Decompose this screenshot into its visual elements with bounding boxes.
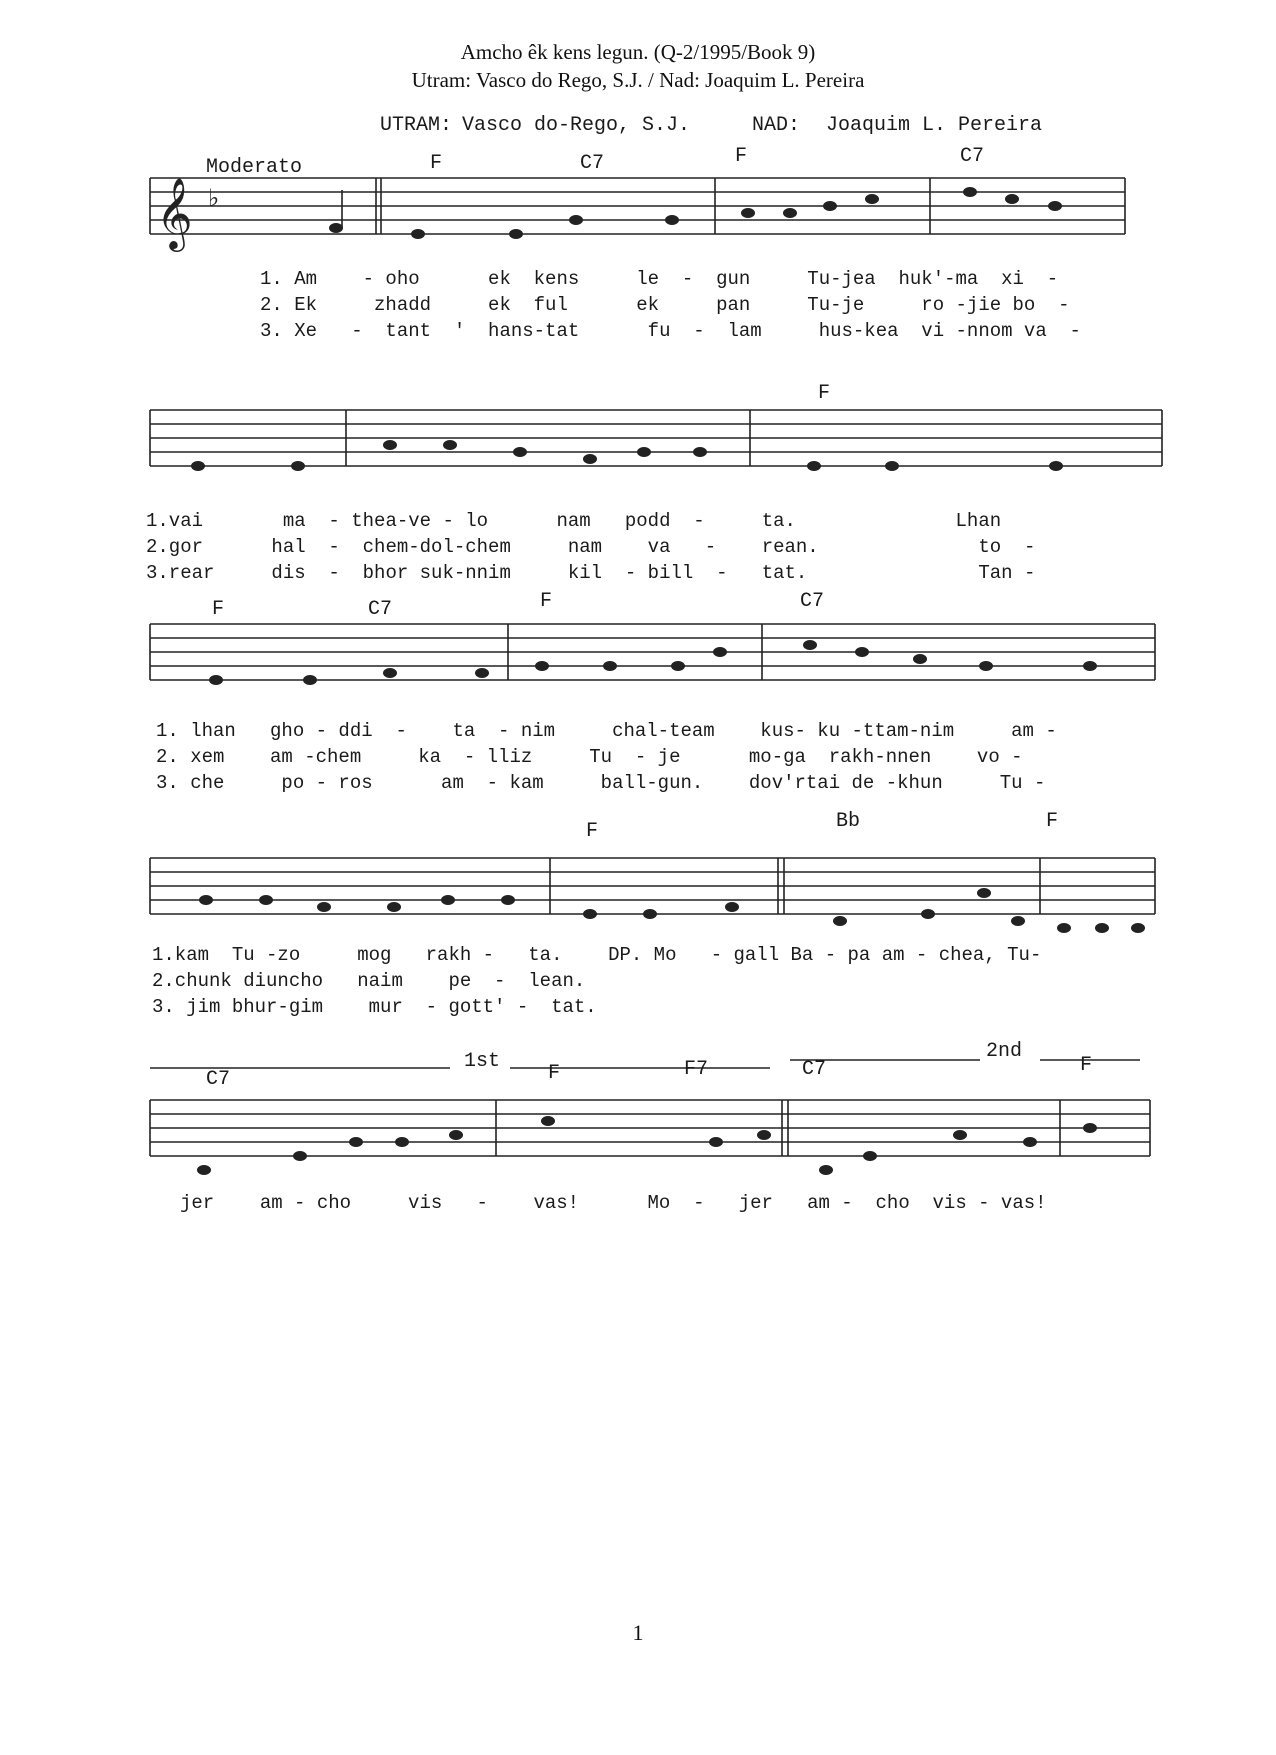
- lyric-line: 2.gor hal - chem-dol-chem nam va - rean. to -: [146, 536, 1036, 558]
- document-subtitle: Utram: Vasco do Rego, S.J. / Nad: Joaquim L. Pereira: [411, 68, 865, 92]
- chord-symbol: F: [548, 1062, 561, 1085]
- lyric-line: 1. Am - oho ek kens le - gun Tu-jea huk'-ma xi -: [260, 268, 1059, 290]
- chord-symbol: F: [586, 820, 599, 843]
- utram-name: Vasco do-Rego, S.J.: [462, 114, 691, 137]
- chord-symbol: F: [818, 382, 831, 405]
- nad-name: Joaquim L. Pereira: [826, 114, 1043, 137]
- chord-symbol: F: [430, 152, 443, 175]
- chord-symbol: F: [1046, 810, 1059, 833]
- lyric-line: 2.chunk diuncho naim pe - lean.: [152, 970, 586, 992]
- chord-symbol: Bb: [836, 810, 861, 833]
- ending-label-first: 1st: [464, 1050, 501, 1073]
- utram-label: UTRAM:: [380, 114, 453, 137]
- chord-symbol: C7: [800, 590, 825, 613]
- staff-system-4: [150, 848, 1170, 938]
- chord-symbol: C7: [368, 598, 393, 621]
- lyric-line: 1. lhan gho - ddi - ta - nim chal-team kus- ku -ttam-nim am -: [156, 720, 1057, 742]
- chord-symbol: C7: [206, 1068, 231, 1091]
- lyric-line: 3.rear dis - bhor suk-nnim kil - bill - tat. Tan -: [146, 562, 1036, 584]
- staff-system-3: [150, 614, 1170, 704]
- chord-symbol: C7: [802, 1058, 827, 1081]
- lyric-line: jer am - cho vis - vas! Mo - jer am - cho vis - vas!: [180, 1192, 1047, 1214]
- chord-symbol: C7: [960, 145, 985, 168]
- chord-symbol: F: [1080, 1054, 1093, 1077]
- document-title: Amcho êk kens legun. (Q-2/1995/Book 9): [460, 40, 816, 64]
- page-number: 1: [632, 1620, 644, 1645]
- chord-symbol: C7: [580, 152, 605, 175]
- lyric-line: 2. xem am -chem ka - lliz Tu - je mo-ga rakh-nnen vo -: [156, 746, 1023, 768]
- svg-text:𝄞: 𝄞: [156, 176, 193, 249]
- staff-system-5: [150, 1080, 1170, 1180]
- chord-symbol: F: [540, 590, 553, 613]
- lyric-line: 2. Ek zhadd ek ful ek pan Tu-je ro -jie bo -: [260, 294, 1070, 316]
- staff-system-1: [150, 168, 1130, 258]
- lyric-line: 1.kam Tu -zo mog rakh - ta. DP. Mo - gall Ba - pa am - chea, Tu-: [152, 944, 1042, 966]
- lyric-line: 3. jim bhur-gim mur - gott' - tat.: [152, 996, 597, 1018]
- lyric-line: 1.vai ma - thea-ve - lo nam podd - ta. Lhan: [146, 510, 1002, 532]
- chord-symbol: F7: [684, 1058, 709, 1081]
- chord-symbol: F: [735, 145, 748, 168]
- nad-label: NAD:: [752, 114, 801, 137]
- staff-system-2: [150, 400, 1170, 490]
- svg-text:♭: ♭: [208, 184, 220, 212]
- lyric-line: 3. che po - ros am - kam ball-gun. dov'rtai de -khun Tu -: [156, 772, 1046, 794]
- ending-label-second: 2nd: [986, 1040, 1023, 1063]
- lyric-line: 3. Xe - tant ' hans-tat fu - lam hus-kea vi -nnom va -: [260, 320, 1081, 342]
- chord-symbol: F: [212, 598, 225, 621]
- tempo-marking: Moderato: [206, 156, 303, 179]
